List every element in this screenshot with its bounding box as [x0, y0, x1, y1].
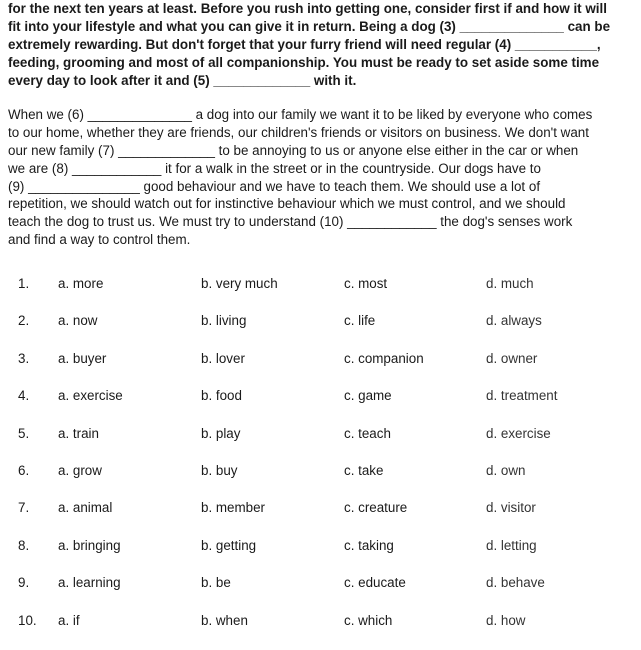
question-number: 5. — [18, 425, 30, 441]
option-c[interactable]: c. game — [344, 388, 392, 404]
option-b[interactable]: b. lover — [201, 350, 245, 366]
option-d[interactable]: d. own — [486, 462, 526, 478]
option-d[interactable]: d. visitor — [486, 500, 536, 516]
option-c[interactable]: c. creature — [344, 500, 408, 516]
passage-line: fit into your lifestyle and what you can give it in return. Being a dog (3) ______________ can be — [8, 18, 611, 34]
option-d[interactable]: d. exercise — [486, 425, 551, 441]
question-row — [18, 313, 618, 350]
option-b[interactable]: b. buy — [201, 462, 238, 478]
question-row — [18, 500, 618, 537]
option-c[interactable]: c. most — [344, 276, 388, 291]
option-b[interactable]: b. play — [201, 425, 241, 441]
option-b[interactable]: b. be — [201, 575, 231, 591]
option-d[interactable]: d. how — [486, 612, 526, 628]
question-number: 2. — [18, 313, 30, 329]
passage-line: every day to look after it and (5) _____________ with it. — [8, 72, 357, 88]
option-c[interactable]: c. teach — [344, 425, 391, 441]
question-row — [18, 426, 618, 463]
passage-line: repetition, we should watch out for instinctive behaviour which we must control, and we should — [8, 196, 566, 212]
option-a[interactable]: a. animal — [58, 500, 113, 516]
question-number: 9. — [18, 575, 30, 591]
option-a[interactable]: a. buyer — [58, 350, 107, 366]
option-a[interactable]: a. exercise — [58, 388, 123, 404]
option-a[interactable]: a. now — [58, 313, 98, 329]
question-row — [18, 463, 618, 500]
option-b[interactable]: b. living — [201, 313, 247, 329]
question-row — [18, 538, 618, 575]
question-number: 6. — [18, 462, 30, 478]
option-b[interactable]: b. food — [201, 388, 242, 404]
option-a[interactable]: a. if — [58, 612, 80, 628]
option-a[interactable]: a. train — [58, 425, 99, 441]
option-a[interactable]: a. grow — [58, 462, 102, 478]
option-d[interactable]: d. owner — [486, 350, 538, 366]
option-a[interactable]: a. learning — [58, 575, 121, 591]
passage-line: for the next ten years at least. Before you rush into getting one, consider first if and how it will — [8, 1, 607, 16]
option-a[interactable]: a. bringing — [58, 537, 121, 553]
question-row — [18, 276, 618, 313]
passage-paragraph-1 — [8, 0, 628, 89]
passage-line: teach the dog to trust us. We must try to understand (10) ____________ the dog's senses work — [8, 214, 573, 230]
passage-line: we are (8) ____________ it for a walk in the street or in the countryside. Our dogs have to — [8, 160, 541, 176]
passage-line: extremely rewarding. But don't forget that your furry friend will need regular (4) ___________, — [8, 36, 601, 52]
question-row — [18, 388, 618, 425]
passage-line: to our home, whether they are friends, our children's friends or visitors on business. We don't want — [8, 124, 589, 140]
passage-line: feeding, grooming and most of all companionship. You must be ready to set aside some time — [8, 54, 600, 70]
question-row — [18, 351, 618, 388]
question-number: 7. — [18, 500, 30, 516]
option-d[interactable]: d. letting — [486, 537, 537, 553]
passage-line: our new family (7) _____________ to be annoying to us or anyone else either in the car or when — [8, 142, 579, 158]
question-list — [18, 276, 618, 650]
passage-line: and find a way to control them. — [8, 232, 191, 248]
option-b[interactable]: b. member — [201, 500, 265, 516]
question-number: 1. — [18, 276, 30, 291]
option-d[interactable]: d. treatment — [486, 388, 558, 404]
passage-line: (9) _______________ good behaviour and we have to teach them. We should use a lot of — [8, 178, 541, 194]
question-number: 8. — [18, 537, 30, 553]
passage-paragraph-2 — [8, 106, 628, 249]
option-d[interactable]: d. much — [486, 276, 534, 291]
option-c[interactable]: c. take — [344, 462, 384, 478]
option-c[interactable]: c. which — [344, 612, 393, 628]
question-row — [18, 575, 618, 612]
option-d[interactable]: d. behave — [486, 575, 545, 591]
option-b[interactable]: b. when — [201, 612, 248, 628]
option-c[interactable]: c. life — [344, 313, 376, 329]
option-d[interactable]: d. always — [486, 313, 542, 329]
passage-line: When we (6) ______________ a dog into our family we want it to be liked by everyone who comes — [8, 107, 593, 122]
question-row — [18, 613, 618, 650]
option-b[interactable]: b. very much — [201, 276, 278, 291]
question-number: 4. — [18, 388, 30, 404]
option-a[interactable]: a. more — [58, 276, 104, 291]
option-c[interactable]: c. educate — [344, 575, 406, 591]
option-c[interactable]: c. taking — [344, 537, 394, 553]
option-b[interactable]: b. getting — [201, 537, 257, 553]
question-number: 10. — [18, 612, 37, 628]
question-number: 3. — [18, 350, 30, 366]
option-c[interactable]: c. companion — [344, 350, 424, 366]
